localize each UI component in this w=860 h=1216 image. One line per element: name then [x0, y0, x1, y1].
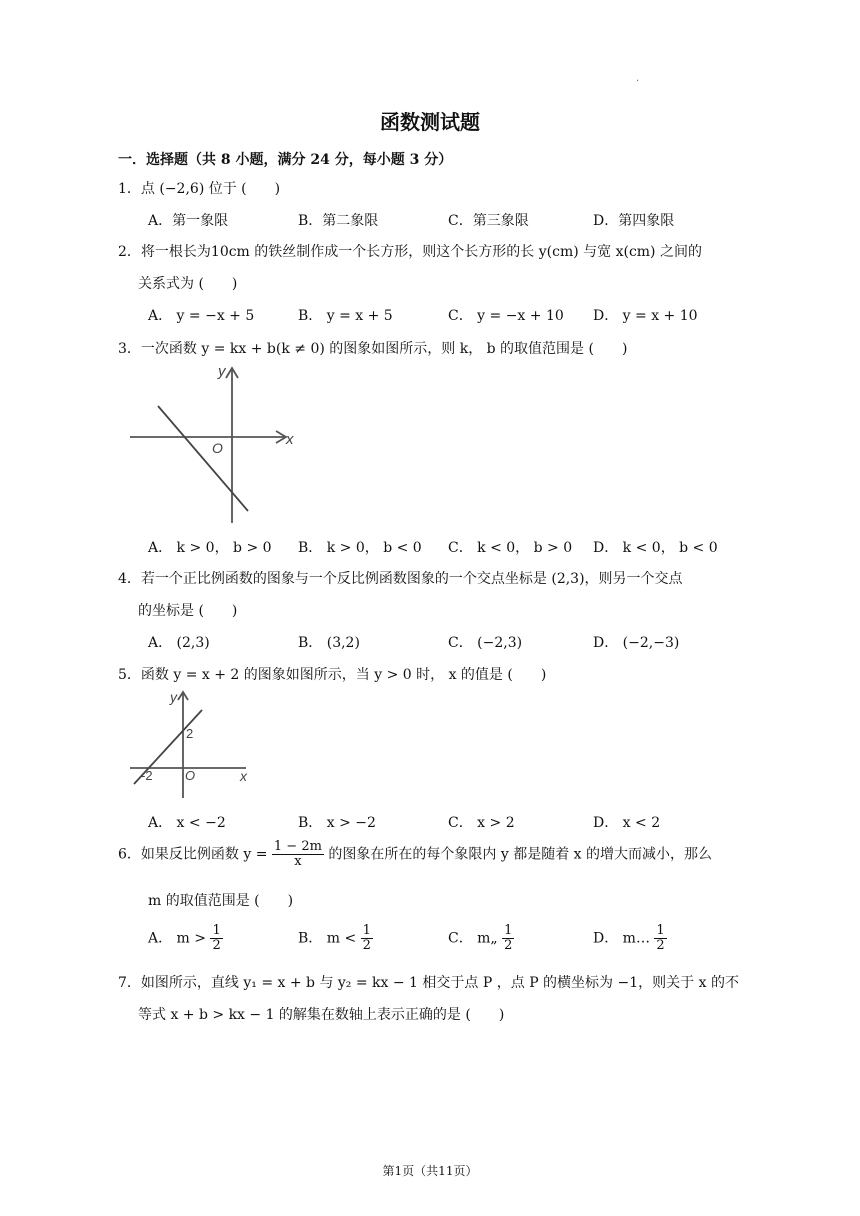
question-6-option-b: [298, 924, 373, 953]
option-a-numerator: 1: [212, 923, 221, 938]
question-6-fraction-denominator: x: [294, 854, 302, 869]
option-b-numerator: 1: [362, 923, 371, 938]
question-4-option-c: C． (−2,3): [448, 635, 523, 651]
question-3-option-b: B． k > 0， b < 0: [298, 540, 422, 556]
question-4-stem-line-2: 的坐标是 ( ): [138, 603, 238, 619]
page-mark: .: [636, 73, 640, 84]
option-a-prefix: A． m >: [148, 930, 207, 947]
question-5-option-b: B． x > −2: [298, 815, 376, 831]
question-4-option-a: A． (2,3): [148, 635, 210, 651]
question-6-fraction: [272, 840, 324, 869]
question-2-option-b: B． y = x + 5: [298, 308, 393, 324]
question-4-stem-line-1: 4．若一个正比例函数的图象与一个反比例函数图象的一个交点坐标是 (2,3)，则另一个交点: [118, 571, 683, 587]
question-1-option-b: B．第二象限: [298, 213, 379, 229]
question-3-option-a: A． k > 0， b > 0: [148, 540, 272, 556]
question-1-option-d: D．第四象限: [593, 213, 675, 229]
question-4-option-b: B． (3,2): [298, 635, 360, 651]
option-b-prefix: B． m <: [298, 930, 357, 947]
section-heading: 一．选择题（共 8 小题，满分 24 分，每小题 3 分）: [118, 152, 453, 168]
question-5-option-c: C． x > 2: [448, 815, 515, 831]
question-3-option-d: D． k < 0， b < 0: [593, 540, 718, 556]
option-d-prefix: D． m…: [593, 930, 650, 947]
question-3-figure: [126, 360, 306, 530]
x-axis-label: x: [286, 431, 294, 448]
question-2-option-d: D． y = x + 10: [593, 308, 698, 324]
option-c-numerator: 1: [504, 923, 513, 938]
question-7-stem-line-1: 7．如图所示，直线 y₁ = x + b 与 y₂ = kx − 1 相交于点 P ，点 P 的横坐标为 −1，则关于 x 的不: [118, 975, 739, 991]
question-6-stem-after: 的图象在所在的每个象限内 y 都是随着 x 的增大而减小，那么: [328, 846, 712, 863]
question-3-option-c: C． k < 0， b > 0: [448, 540, 573, 556]
option-d-denominator: 2: [656, 938, 665, 953]
option-b-fraction: [361, 924, 373, 953]
option-a-denominator: 2: [212, 938, 221, 953]
page-footer: 第1页（共11页）: [382, 1164, 478, 1178]
question-2-option-a: A． y = −x + 5: [148, 308, 255, 324]
y-axis-label: y: [170, 689, 177, 705]
page-title: 函数测试题: [380, 110, 480, 134]
question-5-option-a: A． x < −2: [148, 815, 226, 831]
question-2-option-c: C． y = −x + 10: [448, 308, 564, 324]
origin-label: O: [185, 768, 196, 783]
question-6-stem-before: 6．如果反比例函数 y =: [118, 846, 268, 863]
option-d-fraction: [654, 924, 666, 953]
question-1-stem: 1．点 (−2,6) 位于 ( ): [118, 181, 281, 197]
question-1-option-c: C．第三象限: [448, 213, 529, 229]
question-7-stem-line-2: 等式 x + b > kx − 1 的解集在数轴上表示正确的是 ( ): [138, 1007, 505, 1023]
question-6-fraction-numerator: 1 − 2m: [273, 839, 322, 854]
origin-label: O: [212, 440, 223, 456]
option-c-fraction: [502, 924, 514, 953]
question-4-option-d: D． (−2,−3): [593, 635, 680, 651]
question-1-option-a: A．第一象限: [148, 213, 229, 229]
option-c-prefix: C． m„: [448, 930, 498, 947]
option-a-fraction: [210, 924, 222, 953]
question-5-option-d: D． x < 2: [593, 815, 661, 831]
question-6-stem-line-2: m 的取值范围是 ( ): [148, 893, 294, 909]
y-axis-label: y: [218, 363, 226, 380]
x-intercept-label: -2: [141, 768, 153, 783]
x-axis-label: x: [240, 768, 247, 784]
question-6-option-d: [593, 924, 667, 953]
option-b-denominator: 2: [362, 938, 371, 953]
question-3-stem: 3．一次函数 y = kx + b(k ≠ 0) 的图象如图所示，则 k， b 的取值范围是 ( ): [118, 341, 628, 357]
question-6-stem-line-1: [118, 840, 712, 869]
question-6-option-c: [448, 924, 514, 953]
question-5-stem: 5．函数 y = x + 2 的图象如图所示，当 y > 0 时， x 的值是 ( ): [118, 667, 547, 683]
question-2-stem-line-2: 关系式为 ( ): [138, 276, 238, 292]
question-5-figure: [128, 686, 258, 802]
question-6-option-a: [148, 924, 223, 953]
y-intercept-label: 2: [186, 726, 194, 741]
function-line: [158, 406, 248, 511]
question-2-stem-line-1: 2．将一根长为10cm 的铁丝制作成一个长方形，则这个长方形的长 y(cm) 与宽 x(cm) 之间的: [118, 244, 702, 260]
option-c-denominator: 2: [504, 938, 513, 953]
option-d-numerator: 1: [656, 923, 665, 938]
